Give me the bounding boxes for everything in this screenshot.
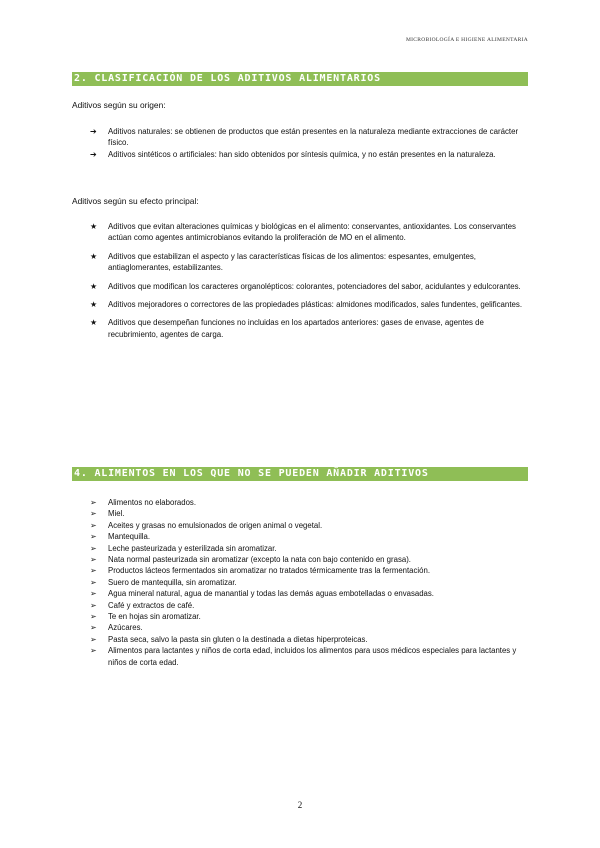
arrowhead-bullet-icon: ➢ (90, 520, 97, 530)
list-item (90, 317, 530, 340)
list-item-text: Alimentos para lactantes y niños de corta edad, incluidos los alimentos para usos médicos especiales para lactantes y niños de corta edad. (108, 646, 517, 667)
list-item (90, 126, 530, 149)
star-bullet-icon: ★ (90, 222, 98, 231)
list-item (90, 634, 530, 645)
list-item-text: Leche pasteurizada y esterilizada sin aromatizar. (108, 543, 277, 553)
list-item-text: Aditivos que estabilizan el aspecto y las características físicas de los alimentos: espesantes, emulgentes, antiaglomerantes, estabilizantes. (108, 251, 476, 273)
arrowhead-bullet-icon: ➢ (90, 646, 97, 656)
list-item-text: Aditivos mejoradores o correctores de las propiedades plásticas: almidones modificados, sales fundentes, gelificantes. (108, 300, 523, 310)
list-item (90, 497, 530, 508)
arrowhead-bullet-icon: ➢ (90, 600, 97, 610)
list-item-text: Aditivos naturales: se obtienen de productos que están presentes en la naturaleza mediante extracciones de carácter físico. (108, 127, 519, 148)
list-item (90, 543, 530, 554)
list-item-text: Aditivos que modifican los caracteres organolépticos: colorantes, potenciadores del sabor, acidulantes y edulcorantes. (108, 281, 521, 291)
list-item (90, 588, 530, 599)
arrowhead-bullet-icon: ➢ (90, 566, 97, 576)
list-item (90, 611, 530, 622)
star-bullet-icon: ★ (90, 281, 98, 291)
arrowhead-bullet-icon: ➢ (90, 623, 97, 633)
list-item-text: Nata normal pasteurizada sin aromatizar (excepto la nata con bajo contenido en grasa). (108, 555, 411, 565)
list-item-text: Pasta seca, salvo la pasta sin gluten o la destinada a dietas hiperproteicas. (108, 634, 368, 644)
list-item (90, 149, 530, 160)
arrowhead-bullet-icon: ➢ (90, 509, 97, 519)
origin-intro: Aditivos según su origen: (72, 100, 166, 110)
list-item-text: Miel. (108, 509, 125, 519)
arrow-bullet-icon: ➔ (90, 127, 97, 136)
list-item-text: Mantequilla. (108, 532, 151, 542)
list-item-text: Te en hojas sin aromatizar. (108, 612, 201, 622)
list-item (90, 565, 530, 576)
list-item (90, 221, 530, 244)
arrowhead-bullet-icon: ➢ (90, 555, 97, 565)
arrow-bullet-icon: ➔ (90, 149, 97, 159)
no-additives-list (90, 497, 530, 668)
list-item (90, 600, 530, 611)
list-item (90, 622, 530, 633)
section-4-title: 4. ALIMENTOS EN LOS QUE NO SE PUEDEN AÑADIR ADITIVOS (72, 467, 528, 481)
page-number: 2 (297, 800, 303, 810)
list-item-text: Suero de mantequilla, sin aromatizar. (108, 577, 237, 587)
section-2-title: 2. CLASIFICACIÓN DE LOS ADITIVOS ALIMENTARIOS (72, 72, 528, 86)
list-item (90, 520, 530, 531)
list-item (90, 531, 530, 542)
arrowhead-bullet-icon: ➢ (90, 577, 97, 587)
arrowhead-bullet-icon: ➢ (90, 589, 97, 599)
list-item-text: Agua mineral natural, agua de manantial y todas las demás aguas embotelladas o envasadas. (108, 589, 434, 599)
star-bullet-icon: ★ (90, 251, 98, 261)
arrowhead-bullet-icon: ➢ (90, 634, 97, 644)
list-item (90, 508, 530, 519)
effect-intro: Aditivos según su efecto principal: (72, 196, 199, 206)
effect-list (90, 221, 530, 340)
list-item-text: Aditivos que evitan alteraciones químicas y biológicas en el alimento: conservantes, antioxidantes. Los conservantes actúan como agentes antimicrobianos evitando la proliferación de MO en el alimento. (108, 222, 516, 243)
list-item-text: Azúcares. (108, 623, 143, 633)
list-item-text: Aditivos que desempeñan funciones no incluidas en los apartados anteriores: gases de envase, agentes de recubrimiento, agentes de carga. (108, 318, 484, 339)
list-item-text: Aceites y grasas no emulsionados de origen animal o vegetal. (108, 520, 323, 530)
arrowhead-bullet-icon: ➢ (90, 612, 97, 622)
list-item (90, 645, 530, 668)
list-item-text: Alimentos no elaborados. (108, 498, 196, 507)
list-item (90, 281, 530, 292)
running-header: MICROBIOLOGÍA E HIGIENE ALIMENTARIA (405, 37, 528, 43)
arrowhead-bullet-icon: ➢ (90, 543, 97, 553)
arrowhead-bullet-icon: ➢ (90, 532, 97, 542)
list-item-text: Aditivos sintéticos o artificiales: han sido obtenidos por síntesis química, y no están presentes en la naturaleza. (108, 149, 496, 159)
star-bullet-icon: ★ (90, 300, 98, 310)
list-item-text: Productos lácteos fermentados sin aromatizar no tratados térmicamente tras la fermentación. (108, 566, 430, 576)
list-item-text: Café y extractos de café. (108, 600, 195, 610)
list-item (90, 299, 530, 310)
arrowhead-bullet-icon: ➢ (90, 498, 97, 507)
origin-list (90, 126, 530, 160)
list-item (90, 577, 530, 588)
list-item (90, 251, 530, 274)
list-item (90, 554, 530, 565)
star-bullet-icon: ★ (90, 318, 98, 328)
